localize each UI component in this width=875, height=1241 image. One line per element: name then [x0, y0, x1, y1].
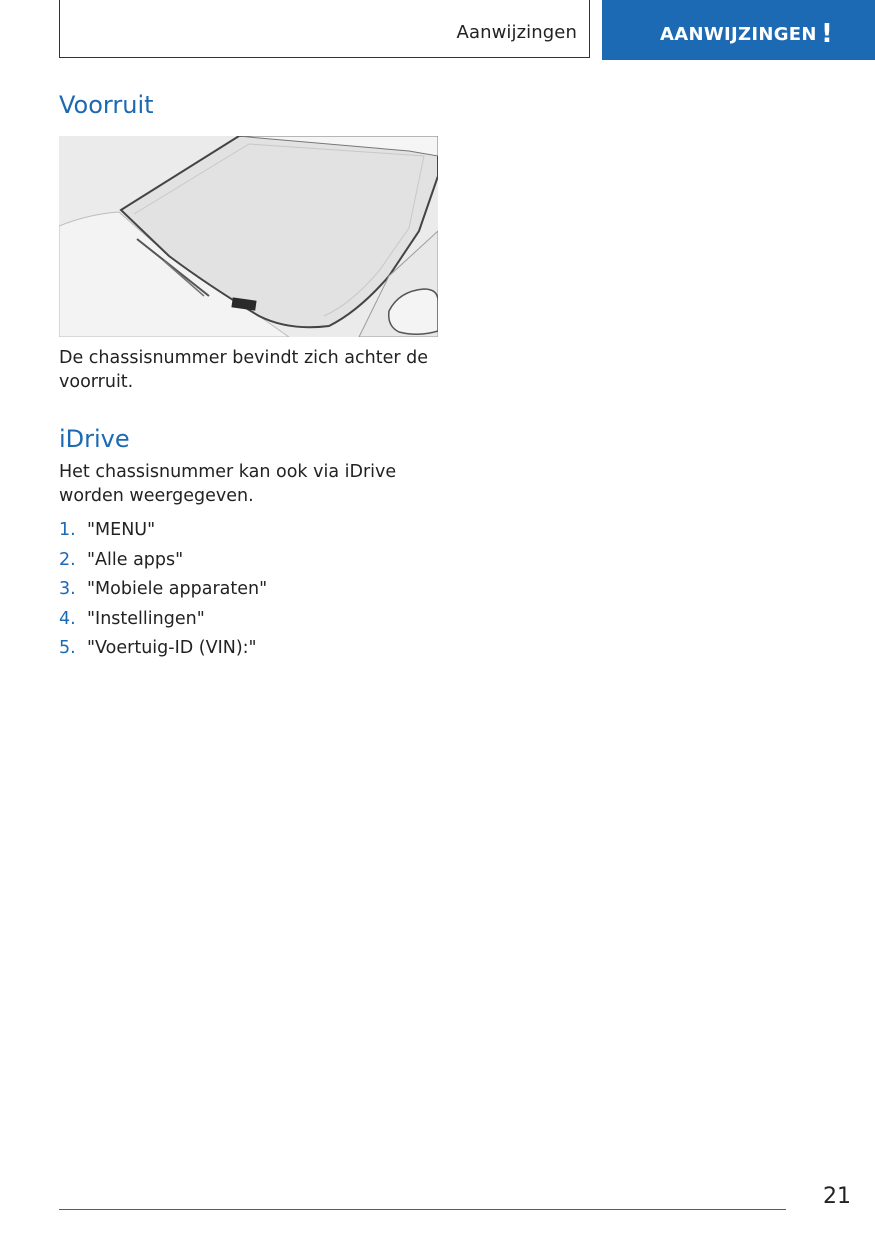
- step-number: 1.: [59, 520, 76, 540]
- list-item: [59, 607, 267, 637]
- step-text: "MENU": [87, 520, 156, 540]
- exclamation-icon: !: [821, 19, 833, 49]
- list-item: [59, 636, 267, 666]
- step-number: 2.: [59, 549, 76, 570]
- windshield-caption: De chassisnummer bevindt zich achter de voorruit.: [59, 348, 428, 392]
- step-text: "Alle apps": [87, 549, 184, 570]
- step-text: "Mobiele apparaten": [87, 579, 268, 599]
- list-item: [59, 577, 267, 607]
- page-number: 21: [823, 1184, 851, 1209]
- idrive-heading: iDrive: [59, 425, 130, 453]
- step-number: 5.: [59, 638, 76, 658]
- step-number: 4.: [59, 608, 76, 629]
- header-tab-label: AANWIJZINGEN: [660, 24, 817, 45]
- header-section-title: Aanwijzingen: [456, 22, 577, 43]
- footer-divider: [59, 1209, 786, 1210]
- step-text: "Instellingen": [87, 608, 205, 629]
- step-text: "Voertuig-ID (VIN):": [87, 638, 257, 658]
- idrive-steps-list: [59, 518, 267, 666]
- header-box: [59, 0, 590, 58]
- list-item: [59, 518, 267, 548]
- windshield-vin-illustration: [59, 136, 438, 337]
- voorruit-heading: Voorruit: [59, 91, 154, 119]
- list-item: [59, 548, 267, 578]
- idrive-intro: Het chassisnummer kan ook via iDrive worden weergegeven.: [59, 462, 397, 506]
- header-chapter-tab[interactable]: [602, 0, 875, 60]
- windshield-drawing: [59, 136, 438, 337]
- step-number: 3.: [59, 579, 76, 599]
